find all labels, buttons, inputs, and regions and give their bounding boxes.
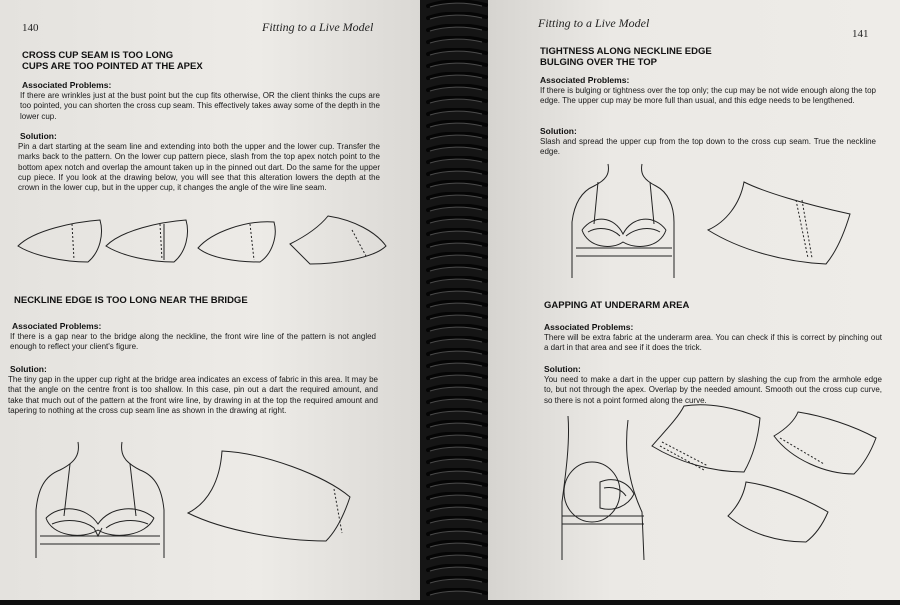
underarm-side-figure xyxy=(558,412,648,562)
solution-label: Solution: xyxy=(10,364,47,374)
section-title xyxy=(22,50,402,72)
problems-label: Associated Problems: xyxy=(544,322,634,332)
problems-text: If there are wrinkles just at the bust point but the cup fits otherwise, OR the client thinks the cups are too pointed, you can shorten the cross cup seam. This effectively takes away some of the depth in the lower cup. xyxy=(20,91,380,121)
problems-label: Associated Problems: xyxy=(22,80,112,90)
solution-text: Pin a dart starting at the seam line and extending into both the upper and the lower cup. Transfer the marks back to the pattern. On the lower cup pattern piece, slash from the top apex notch point to the bottom apex notch and overlap the amount taken up in the pinned out dart. Do the same for the upper cup piece. If you look at the drawing below, you will see that this alteration lowers the depth at the crown in the lower cup, but in the upper cup, it changes the angle of the wire line seam. xyxy=(18,142,380,193)
upper-cup-neckline-pattern xyxy=(184,445,374,545)
solution-label: Solution: xyxy=(20,131,57,141)
section-title-line: BULGING OVER THE TOP xyxy=(540,57,658,68)
problems-text: If there is a gap near to the bridge along the neckline, the front wire line of the pattern is not angled enough to reflect your client's figure. xyxy=(10,332,376,352)
cup-pattern-figures xyxy=(14,212,394,272)
problems-text: There will be extra fabric at the underarm area. You can check if this is correct by pinching out a dart in that area and see if it does the trick. xyxy=(544,333,882,353)
bra-on-torso-figure xyxy=(568,160,678,280)
solution-text: Slash and spread the upper cup from the top down to the cross cup seam. True the neckline edge. xyxy=(540,137,876,157)
problems-label: Associated Problems: xyxy=(540,75,630,85)
bra-on-torso-figure xyxy=(30,440,170,560)
problems-label: Associated Problems: xyxy=(12,321,102,331)
running-head-right: Fitting to a Live Model xyxy=(538,16,650,30)
page-number-right: 141 xyxy=(852,28,869,40)
upper-cup-dart-pattern-2 xyxy=(770,408,882,478)
solution-label: Solution: xyxy=(544,364,581,374)
lower-cup-pattern-overlap xyxy=(106,220,188,262)
section-title-line: CUPS ARE TOO POINTED AT THE APEX xyxy=(22,61,203,72)
section-title-line: TIGHTNESS ALONG NECKLINE EDGE xyxy=(540,46,712,57)
upper-cup-spread-pattern xyxy=(704,178,864,268)
upper-cup-pattern-piece xyxy=(198,222,275,262)
solution-text: The tiny gap in the upper cup right at the bridge area indicates an excess of fabric in this area. It may be that the angle on the centre front is too shallow. In this case, pin out a dart the required amount, and take that much out of the pattern at the front wire line, by drawing in at the top the required amount and tapering to nothing at the cross cup seam line as shown in the drawing at right. xyxy=(8,375,378,415)
problems-text: If there is bulging or tightness over the top only; the cup may be not wide enough along the top edge. The upper cup may be more full than usual, and this edge needs to be lengthened. xyxy=(540,86,876,106)
left-page xyxy=(0,0,432,600)
running-head-left: Fitting to a Live Model xyxy=(262,20,374,34)
upper-cup-dart-pattern-1 xyxy=(648,396,768,476)
section-title-line: CROSS CUP SEAM IS TOO LONG xyxy=(22,50,174,61)
solution-text: You need to make a dart in the upper cup pattern by slashing the cup from the armhole edge to, but not through the apex. Overlap by the needed amount. Smooth out the cross cup curve, so there is not a point formed along the curve. xyxy=(544,375,882,405)
lower-cup-pattern-piece xyxy=(18,220,102,262)
upper-cup-pattern-altered xyxy=(290,216,386,264)
page-number-left: 140 xyxy=(22,22,39,34)
solution-label: Solution: xyxy=(540,126,577,136)
section-title: GAPPING AT UNDERARM AREA xyxy=(544,300,690,311)
upper-cup-corrected-pattern xyxy=(724,476,834,546)
section-title xyxy=(540,46,880,68)
section-title: NECKLINE EDGE IS TOO LONG NEAR THE BRIDGE xyxy=(14,295,248,306)
right-page xyxy=(488,0,900,600)
